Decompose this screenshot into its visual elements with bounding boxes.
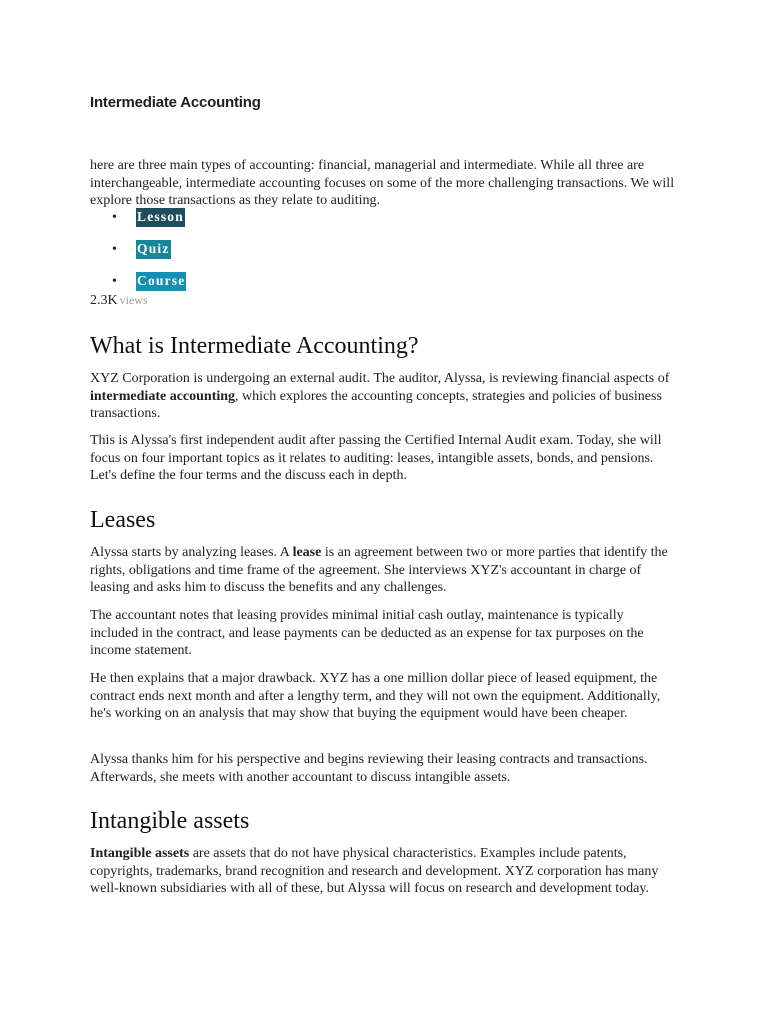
section-heading-intangible-assets: Intangible assets [90,808,250,834]
paragraph-leases-1 [90,544,675,597]
text-run: , which explores the accounting concepts, strategies and policies of business transactions. [90,388,662,421]
resource-links-list [90,208,186,304]
view-count-label: views [119,293,148,307]
text-run: XYZ Corporation is undergoing an external audit. The auditor, Alyssa, is reviewing financial aspects of [90,371,670,386]
bold-term: Intangible assets [90,846,190,861]
paragraph-leases-3: He then explains that a major drawback. XYZ has a one million dollar piece of leased equipment, the contract ends next month and after a lengthy term, and they will not own the equipment. Additionally, he's working on an analysis that may show that buying the equipment would have been cheaper. [90,671,661,721]
section-heading-leases: Leases [90,507,156,533]
paragraph-leases-4: Alyssa thanks him for his perspective and begins reviewing their leasing contracts and transactions. Afterwards, she meets with another accountant to discuss intangible assets. [90,752,648,785]
bullet-icon: • [112,274,117,289]
text-run: Alyssa starts by analyzing leases. A [90,545,293,560]
bullet-icon: • [112,210,117,225]
section-heading-what-is: What is Intermediate Accounting? [90,333,419,359]
paragraph-leases-2: The accountant notes that leasing provides minimal initial cash outlay, maintenance is typically included in the contract, and lease payments can be deducted as an expense for tax purposes on the income statement. [90,608,644,658]
quiz-link[interactable]: Quiz [136,240,171,259]
text-run: are assets that do not have physical characteristics. Examples include patents, copyrights, trademarks, brand recognition and research and development. XYZ corporation has many well-known subsidiaries with all of these, but Alyssa will focus on research and development today. [90,846,659,896]
list-item [90,208,186,240]
view-count-number: 2.3K [90,293,118,308]
document-title: Intermediate Accounting [90,94,261,111]
view-count [90,293,148,309]
lesson-link[interactable]: Lesson [136,208,185,227]
paragraph-what-2: This is Alyssa's first independent audit after passing the Certified Internal Audit exam. Today, she will focus on four important topics as it relates to auditing: leases, intangible assets, bonds, and pensions. Let's define the four terms and the discuss each in depth. [90,433,662,483]
bold-term: intermediate accounting [90,388,236,404]
bullet-icon: • [112,242,117,257]
intro-paragraph: here are three main types of accounting: financial, managerial and intermediate. While all three are interchangeable, intermediate accounting focuses on some of the more challenging transactions. We will explore those transactions as they relate to auditing. [90,158,675,208]
list-item [90,240,186,272]
paragraph-what-1 [90,370,675,423]
course-link[interactable]: Course [136,272,186,291]
text-run: is an agreement between two or more parties that identify the rights, obligations and time frame of the agreement. She interviews XYZ's accountant in charge of leasing and asks him to discuss the benefits and any challenges. [90,545,668,595]
paragraph-intangible-1 [90,845,675,898]
bold-term: lease [292,545,322,560]
